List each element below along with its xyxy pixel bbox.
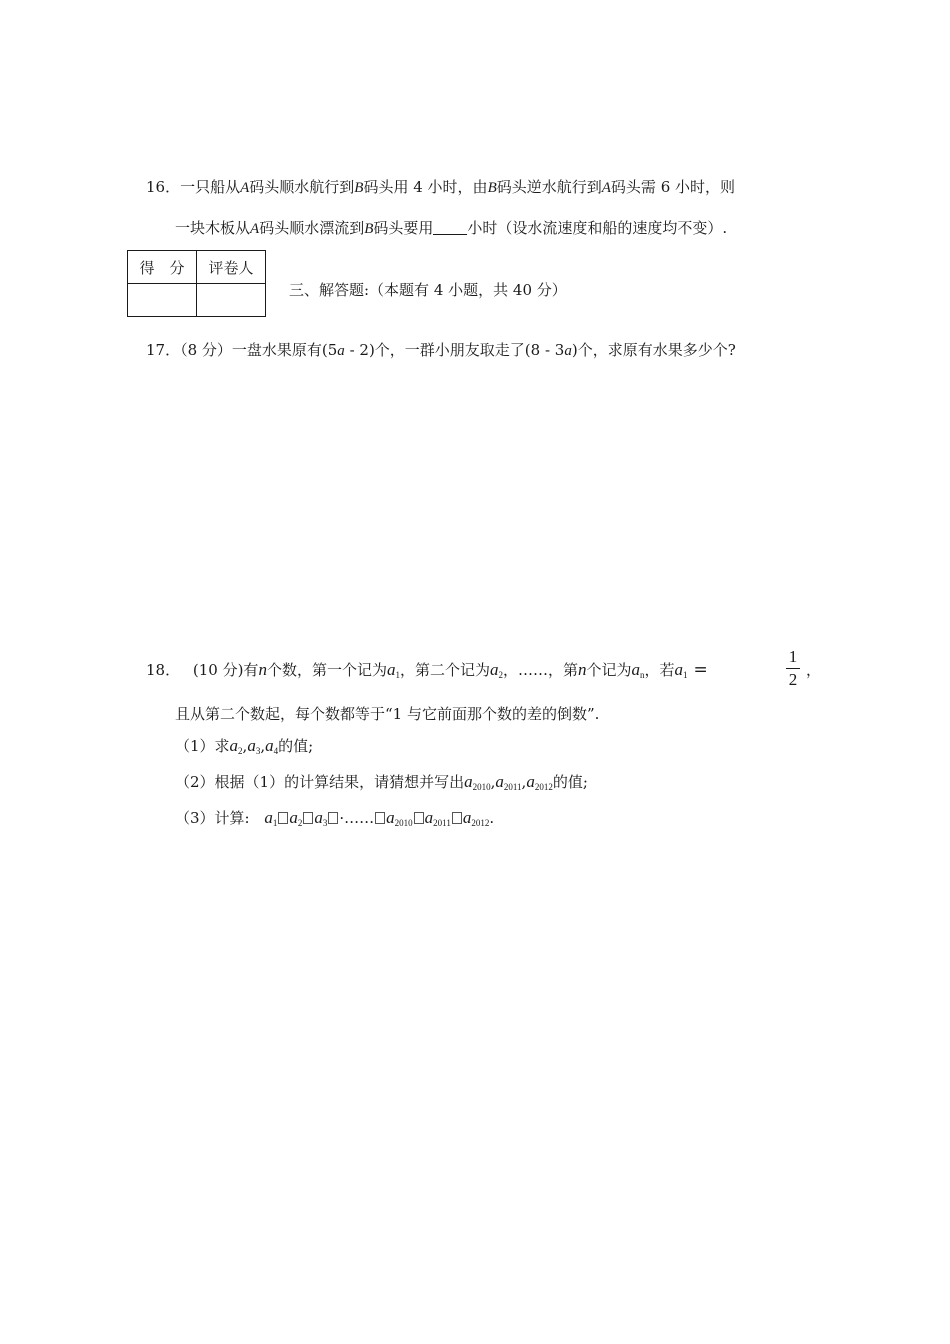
q18-part2: （2）根据（1）的计算结果，请猜想并写出$a_{2010},a_{2011},a_{2012}$的值; bbox=[175, 772, 588, 792]
score-cell bbox=[128, 284, 197, 317]
q18-part3: （3）计算: $a_1$ $a_2$ $a_3$ ·…… $a_{2010}$ $a_{2011}$ $a_{2012}$. bbox=[175, 808, 495, 828]
multiply-symbol bbox=[328, 812, 338, 824]
q16-line2: 一块木板从A码头顺水漂流到B码头要用 小时（设水流速度和船的速度均不变）. bbox=[175, 219, 728, 237]
score-table bbox=[127, 250, 266, 317]
grader-header: 评卷人 bbox=[197, 251, 266, 284]
q16-line1: 16．一只船从A码头顺水航行到B码头用 4 小时，由B码头逆水航行到A码头需 6 小时，则 bbox=[146, 178, 736, 196]
grader-cell bbox=[197, 284, 266, 317]
answer-blank bbox=[433, 220, 467, 235]
q17-text: 17．（8 分）一盘水果原有(5a - 2)个，一群小朋友取走了(8 - 3a)个，求原有水果多少个? bbox=[146, 341, 736, 359]
multiply-symbol bbox=[452, 812, 462, 824]
multiply-symbol bbox=[414, 812, 424, 824]
q18-line1: 18． (10 分)有n个数，第一个记为$a_1$，第二个记为$a_2$，……，第n个记为$a_n$，若$a_1$ = bbox=[146, 660, 708, 680]
q18-line2: 且从第二个数起，每个数都等于“1 与它前面那个数的差的倒数”. bbox=[175, 705, 600, 723]
multiply-symbol bbox=[375, 812, 385, 824]
multiply-symbol bbox=[303, 812, 313, 824]
score-header: 得 分 bbox=[128, 251, 197, 284]
q16-number: 16． bbox=[146, 178, 181, 196]
section3-title: 三、解答题:（本题有 4 小题，共 40 分） bbox=[289, 281, 567, 299]
fraction-one-half: 1 2 bbox=[786, 648, 800, 689]
q18-number: 18． bbox=[146, 661, 181, 679]
multiply-symbol bbox=[278, 812, 288, 824]
q18-part1: （1）求$a_2,a_3,a_4$的值; bbox=[175, 736, 314, 756]
